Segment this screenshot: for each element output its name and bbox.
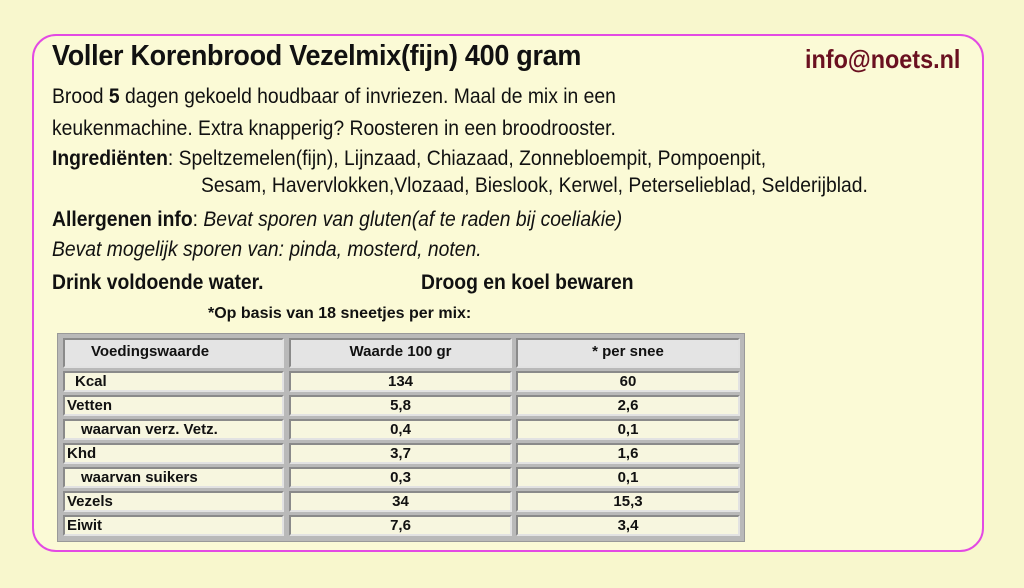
intro-text-pre: Brood	[52, 85, 109, 108]
water-advice: Drink voldoende water.	[52, 271, 264, 294]
contact-email[interactable]: info@noets.nl	[805, 44, 961, 74]
row-name-saturated-fat: waarvan verz. Vetz.	[63, 419, 284, 440]
row-name-sugars: waarvan suikers	[63, 467, 284, 488]
row-name-fat: Vetten	[63, 395, 284, 416]
intro-line-2: keukenmachine. Extra knapperig? Roosteren in een broodrooster.	[52, 117, 616, 140]
row-perslice-fiber: 15,3	[516, 491, 740, 512]
row-perslice-carbs: 1,6	[516, 443, 740, 464]
row-per100-carbs: 3,7	[289, 443, 512, 464]
row-per100-protein: 7,6	[289, 515, 512, 536]
storage-advice: Droog en koel bewaren	[421, 271, 634, 294]
allergens-line-2: Bevat mogelijk sporen van: pinda, mosterd, noten.	[52, 238, 482, 261]
ingredients-label: Ingrediënten	[52, 147, 168, 170]
row-perslice-kcal: 60	[516, 371, 740, 392]
basis-note: *Op basis van 18 sneetjes per mix:	[208, 305, 472, 322]
intro-text-post: dagen gekoeld houdbaar of invriezen. Maal de mix in een	[119, 85, 616, 108]
row-perslice-protein: 3,4	[516, 515, 740, 536]
product-title: Voller Korenbrood Vezelmix(fijn) 400 gram	[52, 40, 582, 72]
intro-line-1	[52, 85, 616, 109]
row-name-kcal: Kcal	[63, 371, 284, 392]
row-per100-saturated-fat: 0,4	[289, 419, 512, 440]
header-per-slice: * per snee	[516, 338, 740, 368]
allergens-label: Allergenen info	[52, 208, 193, 231]
header-per-100g: Waarde 100 gr	[289, 338, 512, 368]
row-per100-sugars: 0,3	[289, 467, 512, 488]
row-perslice-saturated-fat: 0,1	[516, 419, 740, 440]
row-perslice-fat: 2,6	[516, 395, 740, 416]
row-perslice-sugars: 0,1	[516, 467, 740, 488]
row-name-protein: Eiwit	[63, 515, 284, 536]
ingredients-line-2: Sesam, Havervlokken,Vlozaad, Bieslook, Kerwel, Peterselieblad, Selderijblad.	[201, 174, 868, 197]
row-per100-fiber: 34	[289, 491, 512, 512]
shelf-life-days: 5	[108, 85, 120, 108]
allergens-gluten: Bevat sporen van gluten(af te raden bij coeliakie)	[203, 208, 623, 231]
header-nutrient: Voedingswaarde	[63, 338, 284, 368]
allergens-separator: :	[192, 208, 204, 231]
row-per100-fat: 5,8	[289, 395, 512, 416]
allergens-line-1	[52, 208, 622, 232]
row-per100-kcal: 134	[289, 371, 512, 392]
ingredients-line-1	[52, 147, 766, 171]
row-name-fiber: Vezels	[63, 491, 284, 512]
ingredients-list-1: : Speltzemelen(fijn), Lijnzaad, Chiazaad, Zonnebloempit, Pompoenpit,	[167, 147, 767, 170]
row-name-carbs: Khd	[63, 443, 284, 464]
